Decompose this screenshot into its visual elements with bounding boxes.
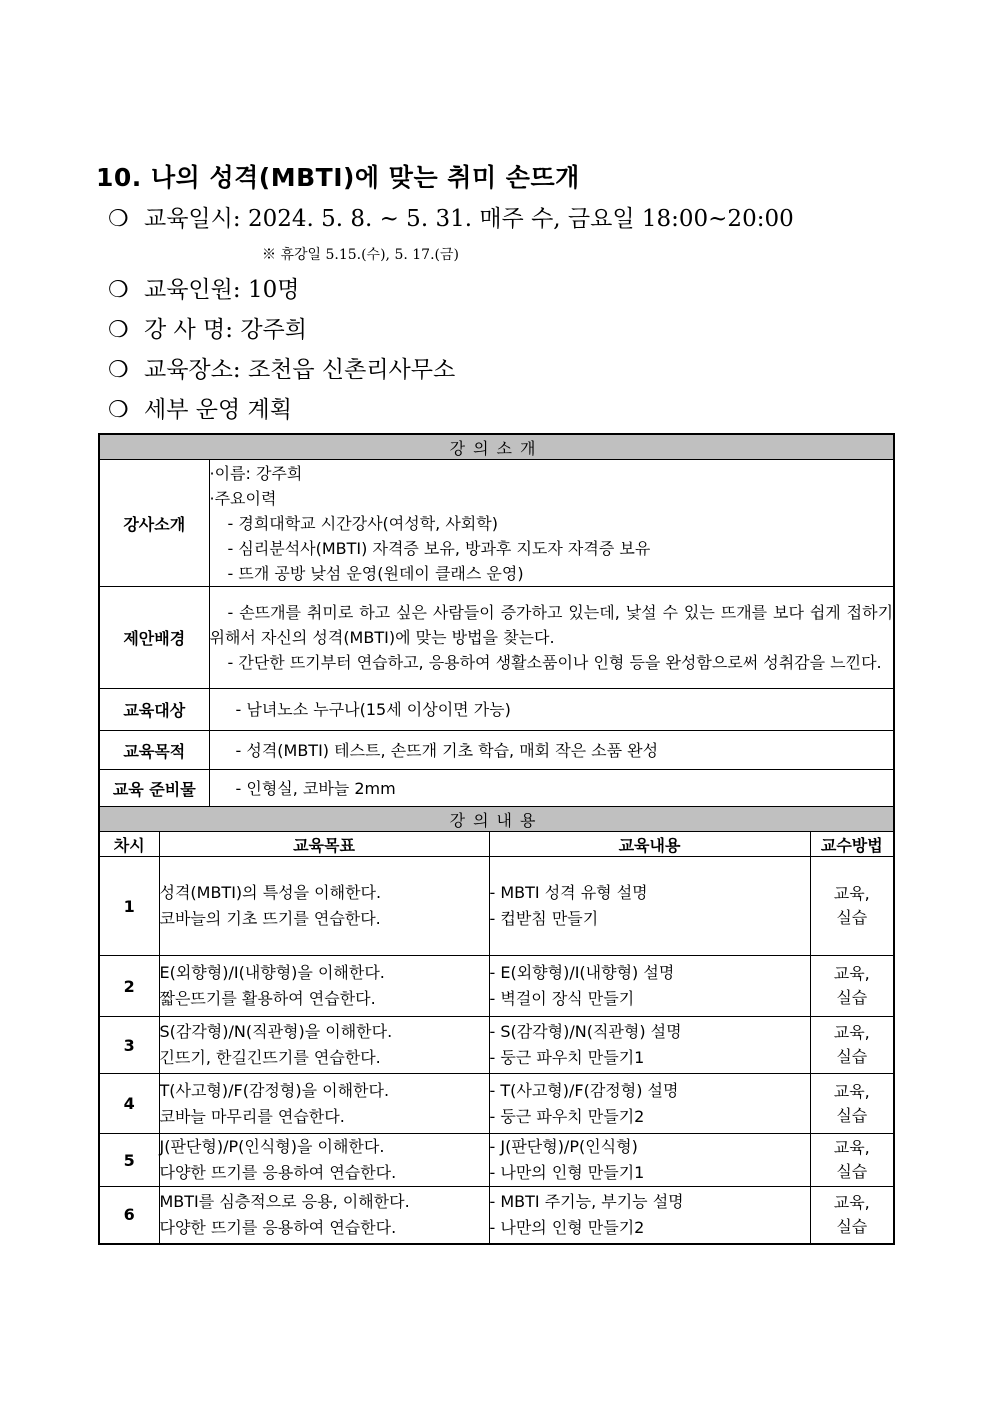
method-line: 실습 — [836, 1105, 868, 1125]
content-line: - 벽걸이 장식 만들기 — [489, 989, 635, 1008]
table-row — [99, 857, 894, 956]
column-header-method: 교수방법 — [810, 832, 894, 857]
method-line: 교육, — [833, 1081, 870, 1101]
content-line: - S(감각형)/N(직관형) 설명 — [489, 1022, 682, 1041]
info-plan — [108, 391, 292, 424]
column-header-content: 교육내용 — [489, 832, 810, 857]
session-goal — [159, 1017, 489, 1074]
method-line: 교육, — [833, 1138, 870, 1157]
supplies-value: - 인형실, 코바늘 2mm — [209, 770, 894, 807]
instructor-label: 강 사 명: — [144, 317, 241, 343]
method-line: 실습 — [836, 988, 868, 1007]
holiday-note: ※ 휴강일 5.15.(수), 5. 17.(금) — [262, 247, 459, 263]
method-line: 교육, — [833, 964, 870, 983]
instructor-line: - 경희대학교 시간강사(여성학, 사회학) — [227, 513, 498, 533]
intro-heading: 강의소개 — [99, 434, 894, 460]
table-row — [99, 956, 894, 1017]
goal-line: 다양한 뜨기를 응용하여 연습한다. — [159, 1163, 397, 1182]
target-label: 교육대상 — [99, 689, 209, 731]
content-line: - MBTI 주기능, 부기능 설명 — [489, 1191, 684, 1211]
circle-bullet-icon: ❍ — [108, 317, 129, 343]
goal-line: 다양한 뜨기를 응용하여 연습한다. — [159, 1217, 397, 1237]
session-method — [810, 1017, 894, 1074]
background-cell — [209, 587, 894, 689]
session-method — [810, 857, 894, 956]
session-content — [489, 1134, 810, 1187]
goal-line: E(외향형)/I(내향형)을 이해한다. — [159, 963, 385, 982]
info-people — [108, 271, 299, 304]
people-label: 교육인원: — [144, 277, 248, 303]
circle-bullet-icon: ❍ — [108, 357, 129, 383]
session-goal — [159, 956, 489, 1017]
circle-bullet-icon: ❍ — [108, 206, 129, 232]
table-row — [99, 1074, 894, 1134]
session-goal — [159, 1074, 489, 1134]
column-header-goal: 교육목표 — [159, 832, 489, 857]
instructor-line: ·주요이력 — [209, 488, 277, 508]
content-line: - 나만의 인형 만들기2 — [489, 1217, 645, 1237]
instructor-line: - 심리분석사(MBTI) 자격증 보유, 방과후 지도자 자격증 보유 — [227, 538, 651, 558]
goal-line: 긴뜨기, 한길긴뜨기를 연습한다. — [159, 1048, 381, 1067]
method-line: 교육, — [833, 1023, 870, 1042]
date-value: 2024. 5. 8. ~ 5. 31. 매주 수, 금요일 18:00~20:00 — [247, 206, 794, 232]
purpose-value: - 성격(MBTI) 테스트, 손뜨개 기초 학습, 매회 작은 소품 완성 — [209, 731, 894, 770]
goal-line: S(감각형)/N(직관형)을 이해한다. — [159, 1022, 393, 1041]
session-method — [810, 1074, 894, 1134]
instructor-line: - 뜨개 공방 낮섬 운영(원데이 클래스 운영) — [227, 563, 524, 583]
method-line: 실습 — [836, 1047, 868, 1066]
method-line: 실습 — [836, 1162, 868, 1181]
place-value: 조천읍 신촌리사무소 — [247, 357, 456, 383]
goal-line: 짧은뜨기를 활용하여 연습한다. — [159, 989, 376, 1008]
lectures-heading: 강의내용 — [99, 807, 894, 832]
info-place — [108, 351, 455, 384]
session-content — [489, 1187, 810, 1244]
session-method — [810, 956, 894, 1017]
session-method — [810, 1134, 894, 1187]
supplies-label: 교육 준비물 — [99, 770, 209, 807]
content-line: - 둥근 파우치 만들기1 — [489, 1048, 645, 1067]
session-number: 1 — [99, 857, 159, 956]
content-line: - J(판단형)/P(인식형) — [489, 1137, 638, 1156]
content-line: - 나만의 인형 만들기1 — [489, 1163, 645, 1182]
instructor-value: 강주희 — [240, 317, 307, 343]
goal-line: 코바늘 마무리를 연습한다. — [159, 1106, 345, 1126]
session-content — [489, 956, 810, 1017]
session-content — [489, 857, 810, 956]
method-line: 교육, — [833, 884, 870, 903]
table-row — [99, 1017, 894, 1074]
date-label: 교육일시: — [144, 206, 248, 232]
session-number: 6 — [99, 1187, 159, 1244]
session-content — [489, 1017, 810, 1074]
column-header-session: 차시 — [99, 832, 159, 857]
target-value: - 남녀노소 누구나(15세 이상이면 가능) — [209, 689, 894, 731]
info-date — [108, 200, 794, 233]
content-line: - E(외향형)/I(내향형) 설명 — [489, 963, 675, 982]
session-goal — [159, 1134, 489, 1187]
info-instructor — [108, 311, 307, 344]
table-row — [99, 1134, 894, 1187]
people-value: 10명 — [247, 277, 300, 303]
goal-line: MBTI를 심층적으로 응용, 이해한다. — [159, 1191, 410, 1211]
table-row — [99, 1187, 894, 1244]
goal-line: 성격(MBTI)의 특성을 이해한다. — [159, 883, 382, 902]
session-number: 2 — [99, 956, 159, 1017]
session-number: 4 — [99, 1074, 159, 1134]
method-line: 실습 — [836, 908, 868, 927]
session-number: 5 — [99, 1134, 159, 1187]
content-line: - 컵받침 만들기 — [489, 909, 599, 928]
circle-bullet-icon: ❍ — [108, 277, 129, 303]
goal-line: J(판단형)/P(인식형)을 이해한다. — [159, 1137, 385, 1156]
method-line: 실습 — [836, 1216, 868, 1236]
background-paragraph: - 간단한 뜨기부터 연습하고, 응용하여 생활소품이나 인형 등을 완성함으로써 성취감을 느낀다. — [227, 653, 882, 672]
content-line: - MBTI 성격 유형 설명 — [489, 883, 648, 902]
document-title: 10. 나의 성격(MBTI)에 맞는 취미 손뜨개 — [96, 163, 580, 192]
session-goal — [159, 857, 489, 956]
session-number: 3 — [99, 1017, 159, 1074]
circle-bullet-icon: ❍ — [108, 397, 129, 423]
plan-table — [98, 433, 895, 1245]
purpose-label: 교육목적 — [99, 731, 209, 770]
instructor-line: ·이름: 강주희 — [209, 463, 303, 483]
session-method — [810, 1187, 894, 1244]
goal-line: 코바늘의 기초 뜨기를 연습한다. — [159, 909, 381, 928]
content-line: - T(사고형)/F(감정형) 설명 — [489, 1080, 679, 1100]
content-line: - 둥근 파우치 만들기2 — [489, 1106, 645, 1126]
instructor-intro-label: 강사소개 — [99, 460, 209, 587]
background-paragraph: - 손뜨개를 취미로 하고 싶은 사람들이 증가하고 있는데, 낯설 수 있는 뜨개를 보다 쉽게 접하기 위해서 자신의 성격(MBTI)에 맞는 방법을 찾는다. — [209, 603, 894, 647]
background-label: 제안배경 — [99, 587, 209, 689]
session-content — [489, 1074, 810, 1134]
place-label: 교육장소: — [144, 357, 248, 383]
goal-line: T(사고형)/F(감정형)을 이해한다. — [159, 1080, 390, 1100]
session-goal — [159, 1187, 489, 1244]
plan-label: 세부 운영 계획 — [144, 397, 292, 423]
instructor-intro-cell — [209, 460, 894, 587]
method-line: 교육, — [833, 1192, 870, 1212]
